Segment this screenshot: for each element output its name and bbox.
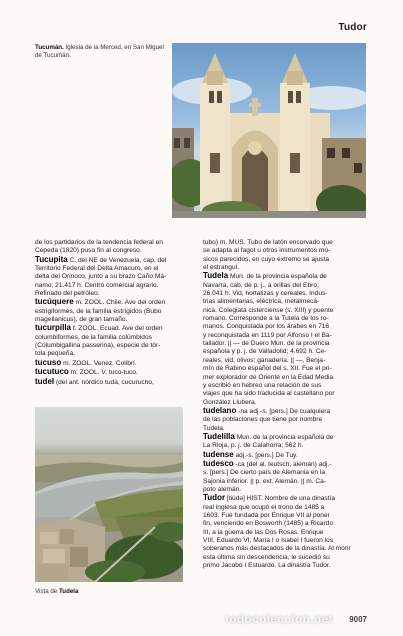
entry-line (203, 554, 365, 562)
entry-line (203, 382, 365, 390)
entry-line (203, 562, 365, 570)
caption-top (35, 44, 165, 60)
entry-text: trias alimentarias, eléctrica, metalmecá- (203, 298, 320, 306)
entry-line (35, 239, 187, 247)
entry-line (203, 365, 365, 373)
church-illustration (172, 43, 366, 218)
headword: tudesco (203, 459, 234, 468)
headword: tudel (35, 377, 55, 386)
entry-line (203, 529, 365, 537)
entry-line (35, 290, 187, 298)
entry-text: viajes que ha sido traducida al castellano por (203, 390, 335, 398)
entry-line (35, 273, 187, 281)
entry-line (35, 359, 187, 368)
entry-line (203, 348, 365, 356)
entry-text: tola pequeña. (35, 350, 75, 358)
entry-line (35, 334, 187, 342)
entry-text: reales, vid, olivos; ganadería. || —, Benja- (203, 356, 326, 364)
entry-text: 26.041 h. Vid, hortalizas y cereales. Indus- (203, 290, 328, 298)
entry-line (203, 537, 365, 545)
entry-text: Sajonia inferior. || p. ext. Alemán. || m. Ca- (203, 477, 327, 485)
entry-text: adj.-s. [pers.] De Tuy. (233, 451, 298, 459)
entry-text: Cepeda (1820) puso fin al congreso. (35, 247, 142, 255)
entry-text: Navarra, cab. de p. j., a orillas del Ebro; (203, 281, 319, 289)
entry-line (203, 451, 365, 460)
headword: Tudela (203, 272, 229, 281)
headword: tudense (203, 450, 234, 459)
entry-text: 1603. Fue fundada por Enrique VII al poner (203, 512, 330, 519)
entry-line (203, 494, 365, 503)
entry-line (203, 407, 365, 416)
photo-church (172, 43, 366, 218)
entry-text: columbiformes, de la familia colúmbidos (35, 333, 152, 341)
entry-text: mín de Rabino español del s. XII. Fue el pri- (203, 365, 332, 373)
entry-line (203, 486, 365, 494)
entry-text: el estrangul. (203, 264, 239, 272)
entry-line (35, 282, 187, 290)
page-number: 9007 (349, 615, 367, 624)
entry-line (35, 247, 187, 255)
entry-line (35, 316, 187, 324)
entry-line (203, 332, 365, 340)
headword: Tucupita (35, 255, 68, 264)
entry-line (35, 368, 187, 377)
entry-text: fin, venciendo en Bosworth (1485) a Ricardo (203, 520, 334, 528)
entry-text: poto alemán. (203, 485, 242, 493)
headword: tucurpilla (35, 324, 72, 333)
entry-text: estrigiformes, de la familia estrígidos (Bubo (35, 307, 162, 315)
caption-place: Tudela (58, 588, 79, 595)
entry-line (35, 324, 187, 333)
entry-line (203, 512, 365, 520)
caption-place: Tucumán. (35, 44, 64, 51)
entry-text: f. ZOOL. Ecuad. Ave del orden (71, 325, 163, 333)
entry-text: y escribió en hebreo una relación de sus (203, 381, 322, 389)
entry-text: (Columbigallina passerina), especie de tór- (35, 342, 161, 350)
entry-text: magellanicus), de gran tamaño. (35, 316, 128, 324)
entry-text: -na adj.-s. [pers.] De cualquiera (236, 407, 331, 415)
entry-text: Territorio Federal del Delta Amacuro, en el (35, 265, 159, 273)
entry-line (203, 340, 365, 348)
entry-text: C. del NE de Venezuela, cap. del (67, 256, 167, 264)
entry-text: [tiúdə] HIST. Nombre de una dinastía (225, 495, 336, 503)
entry-line (203, 315, 365, 323)
caption-bottom (35, 588, 78, 596)
entry-line (203, 374, 365, 382)
entry-text: española y p. j. de Valladolid; 4.692 h. Ce- (203, 348, 327, 356)
entry-line (203, 239, 365, 247)
watermark: todocoleccion.net (225, 612, 333, 626)
entry-text: namo; 21.417 h. Centro comercial agrario. (35, 281, 159, 289)
entry-text: La Rioja, p. j. de Calahorra; 562 h. (203, 442, 304, 450)
headword: tucúquere (35, 298, 74, 307)
entry-line (35, 298, 187, 307)
entry-line (203, 520, 365, 528)
entry-text: de las poblaciones que tiene por nombre (203, 416, 323, 424)
entry-line (35, 308, 187, 316)
entry-line (35, 350, 187, 358)
entry-text: real inglesa que ocupó el trono de 1485 a (203, 503, 325, 511)
entry-text: soberanos más destacados de la dinastía. Al morir (203, 545, 351, 553)
entry-text: (del ant. nórdico tuda, cucurucho, (54, 378, 154, 386)
entry-line (203, 247, 365, 255)
entry-line (203, 504, 365, 512)
entry-line (203, 323, 365, 331)
entry-text: Refinado del petróleo. (35, 290, 100, 298)
entry-line (203, 460, 365, 469)
entry-text: primo Jacobo I Estuardo. La dinastía Tudor. (203, 562, 331, 570)
entry-line (203, 298, 365, 306)
entry-text: tallador. || — de Duero Mun. de la provincia (203, 340, 330, 348)
caption-text: Iglesia de la Merced, en San Miguel de Tucumán. (35, 44, 164, 59)
entry-text: m. ZOOL. Chile. Ave del orden (73, 299, 166, 307)
entry-line (203, 399, 365, 407)
entry-text: esta última sin descendencia, le sucedió su (203, 553, 330, 561)
headword: Tudelilla (203, 432, 235, 441)
caption-prefix: Vista de (35, 588, 58, 595)
entry-line (35, 342, 187, 350)
entry-line (203, 290, 365, 298)
entry-text: sicos parecidos, en cuyo extremo se ajusta (203, 255, 330, 263)
entry-line (203, 390, 365, 398)
entry-text: manos. Conquistada por los árabes en 716 (203, 323, 330, 331)
headword: tucutuco (35, 368, 69, 377)
entry-text: González Llubera. (203, 398, 257, 406)
entry-text: romano. Corresponde a la Tutela de los ro- (203, 315, 329, 323)
entry-line (203, 433, 365, 442)
entry-text: nica. Colegiata cisterciense (s. XIII) y puente (203, 306, 334, 314)
entry-line (203, 545, 365, 553)
entry-text: delta del Orinoco, junto a su brazo Caño Má- (35, 273, 167, 281)
entry-text: Mun. de la provincia española de (228, 273, 327, 281)
entry-text: m. ZOOL. V. tuco-tuco. (68, 369, 138, 377)
entry-line (203, 469, 365, 477)
right-column (203, 239, 365, 570)
entry-line (203, 416, 365, 424)
photo-tudela (35, 407, 183, 582)
headword: Tudor (203, 494, 226, 503)
headword: tucuso (35, 358, 62, 367)
entry-line (203, 478, 365, 486)
entry-line (35, 378, 187, 387)
entry-text: de los partidarios de la tendencia federal en (35, 239, 163, 246)
entry-line (35, 256, 187, 265)
entry-text: Mun. de la provincia española de (234, 433, 334, 441)
entry-line (203, 442, 365, 450)
headword: tudelano (203, 406, 237, 415)
entry-text: VIII, Eduardo VI, María I o Isabel I fueron los (203, 537, 334, 545)
tudela-illustration (35, 407, 183, 582)
entry-line (203, 307, 365, 315)
entry-line (203, 425, 365, 433)
entry-line (203, 256, 365, 264)
entry-text: mer explorador de Oriente en la Edad Media (203, 373, 334, 381)
entry-line (203, 264, 365, 272)
entry-text: se adapta al fagot u otros instrumentos mú- (203, 247, 331, 255)
entry-line (203, 357, 365, 365)
entry-text: -ca (del al. teutsch, alemán) adj.- (233, 460, 332, 468)
entry-text: m. ZOOL. Venez. Colibrí. (61, 359, 137, 367)
entry-text: Tudela. (203, 424, 225, 432)
entry-text: s. [pers.] De cierto país de Alemania en la (203, 469, 326, 477)
entry-text: y reconquistada en 1119 por Alfonso I el Ba- (203, 331, 332, 339)
entry-text: III, a la guerra de las Dos Rosas. Enrique (203, 528, 324, 536)
entry-line (203, 272, 365, 281)
entry-line (203, 282, 365, 290)
entry-line (35, 265, 187, 273)
running-head: Tudor (338, 22, 367, 33)
entry-text: tubo) m. MÚS. Tubo de latón encorvado que (203, 239, 333, 246)
left-column (35, 239, 187, 387)
